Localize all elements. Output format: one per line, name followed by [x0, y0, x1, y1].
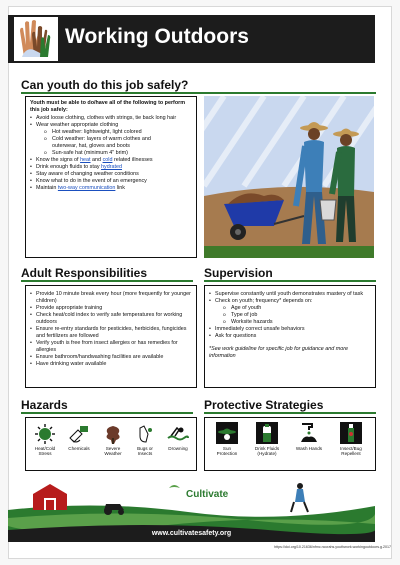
supervision-list [209, 291, 371, 340]
strategy-drink-fluids: Drink Fluids (Hydrate) [249, 422, 285, 457]
severe-weather-icon [102, 424, 124, 444]
list-item: • Wear weather appropriate clothing [30, 122, 192, 129]
list-item: o Hot weather: lightweight, light colored [30, 129, 192, 136]
strategy-insect-repellent: Insect/Bug Repellent [331, 422, 371, 457]
can-youth-box [25, 96, 197, 258]
can-youth-rule [21, 92, 376, 94]
list-item: • Provide appropriate training [30, 305, 192, 312]
list-item: • Know what to do in the event of an emergency [30, 178, 192, 185]
list-item: o Type of job [209, 312, 371, 319]
wash-hands-icon [298, 422, 320, 444]
doi-link[interactable]: https://doi.org/10.21636/nfmc.nccrahs.youthwork.workingoutdoors.g.2017 [274, 545, 391, 549]
list-item: outerwear, hat, gloves and boots [52, 143, 130, 150]
list-item: • Ask for questions [209, 333, 371, 340]
can-youth-lead: Youth must be able to do/have all of the following to perform this job safely: [30, 100, 186, 114]
protective-strategies-heading: Protective Strategies [204, 398, 324, 412]
list-item: • Avoid loose clothing, clothes with strings, tie back long hair [30, 115, 192, 122]
adult-responsibilities-box [25, 285, 197, 388]
strategy-sun-protection: Sun Protection [209, 422, 245, 457]
list-item: • Supervise constantly until youth demonstrates mastery of task [209, 291, 371, 298]
heat-cold-icon [35, 424, 55, 444]
page-title: Working Outdoors [65, 25, 249, 48]
website-url-link[interactable]: www.cultivatesafety.org [151, 530, 232, 537]
chemicals-icon [68, 424, 90, 444]
cold-link[interactable]: cold [102, 157, 113, 164]
drowning-icon [167, 424, 189, 444]
list-item: • Ensure re-entry standards for pesticides, herbicides, fungicides and fertilizers are followed [30, 326, 192, 340]
supervision-rule [204, 280, 376, 282]
list-item: • Verify youth is free from insect allergies or has remedies for allergies [30, 340, 192, 354]
list-item: • Drink enough fluids to stay hydrated [30, 164, 192, 171]
two-way-communication-link[interactable]: two-way communication [57, 185, 116, 192]
can-youth-heading: Can youth do this job safely? [21, 78, 189, 92]
drink-fluids-icon [256, 422, 278, 444]
hazard-bugs: Bugs or Insects [130, 424, 160, 457]
list-item: o Sun-safe hat (minimum 4" brim) [30, 150, 192, 157]
strategy-wash-hands: Wash Hands [291, 422, 327, 451]
workers-wheelbarrow-illustration [204, 96, 374, 258]
list-item: • Provide 10 minute break every hour (more frequently for younger children) [30, 291, 192, 305]
supervision-note: *See work guideline for specific job for guidance and more information [209, 346, 349, 360]
hazard-drowning: Drowning [162, 424, 194, 451]
supervision-heading: Supervision [204, 266, 273, 280]
cultivate-safety-logo: Cultivate SAFETY [186, 489, 230, 511]
list-item: • Immediately correct unsafe behaviors [209, 326, 371, 333]
adult-rule [21, 280, 193, 282]
insect-repellent-icon [340, 422, 362, 444]
hazards-heading: Hazards [21, 398, 68, 412]
list-item: • Ensure bathroom/handwashing facilities are available [30, 354, 192, 361]
adult-list [30, 291, 192, 368]
bugs-icon [134, 424, 156, 444]
header-banner [8, 15, 375, 63]
hazards-icon-box [25, 417, 197, 471]
hazards-rule [21, 412, 193, 414]
protective-rule [204, 412, 376, 414]
leaf-icon [169, 485, 180, 488]
sun-protection-icon [216, 422, 238, 444]
list-item: • Have drinking water available [30, 361, 192, 368]
heat-link[interactable]: heat [80, 157, 91, 164]
hydrated-link[interactable]: hydrated [101, 164, 123, 171]
hazard-chemicals: Chemicals [64, 424, 94, 451]
hazard-heat-cold: Heat/Cold Stress [30, 424, 60, 457]
list-item: • Check on youth; frequency* depends on: [209, 298, 371, 305]
hazard-severe-weather: Severe Weather [98, 424, 128, 457]
hands-logo-icon [14, 17, 58, 61]
list-item: o Cold weather: layers of warm clothes and [30, 136, 192, 143]
adult-responsibilities-heading: Adult Responsibilities [21, 266, 148, 280]
supervision-box [204, 285, 376, 388]
list-item: • Check heat/cold index to verify safe temperatures for working outdoors [30, 312, 192, 326]
can-youth-list [30, 115, 192, 192]
footer-banner [8, 480, 375, 542]
list-item: • Maintain two-way communication link [30, 185, 192, 192]
list-item: o Age of youth [209, 305, 371, 312]
list-item: o Worksite hazards [209, 319, 371, 326]
protective-icon-box [204, 417, 376, 471]
list-item: • Know the signs of heat and cold related illnesses [30, 157, 192, 164]
list-item: • Stay aware of changing weather conditions [30, 171, 192, 178]
